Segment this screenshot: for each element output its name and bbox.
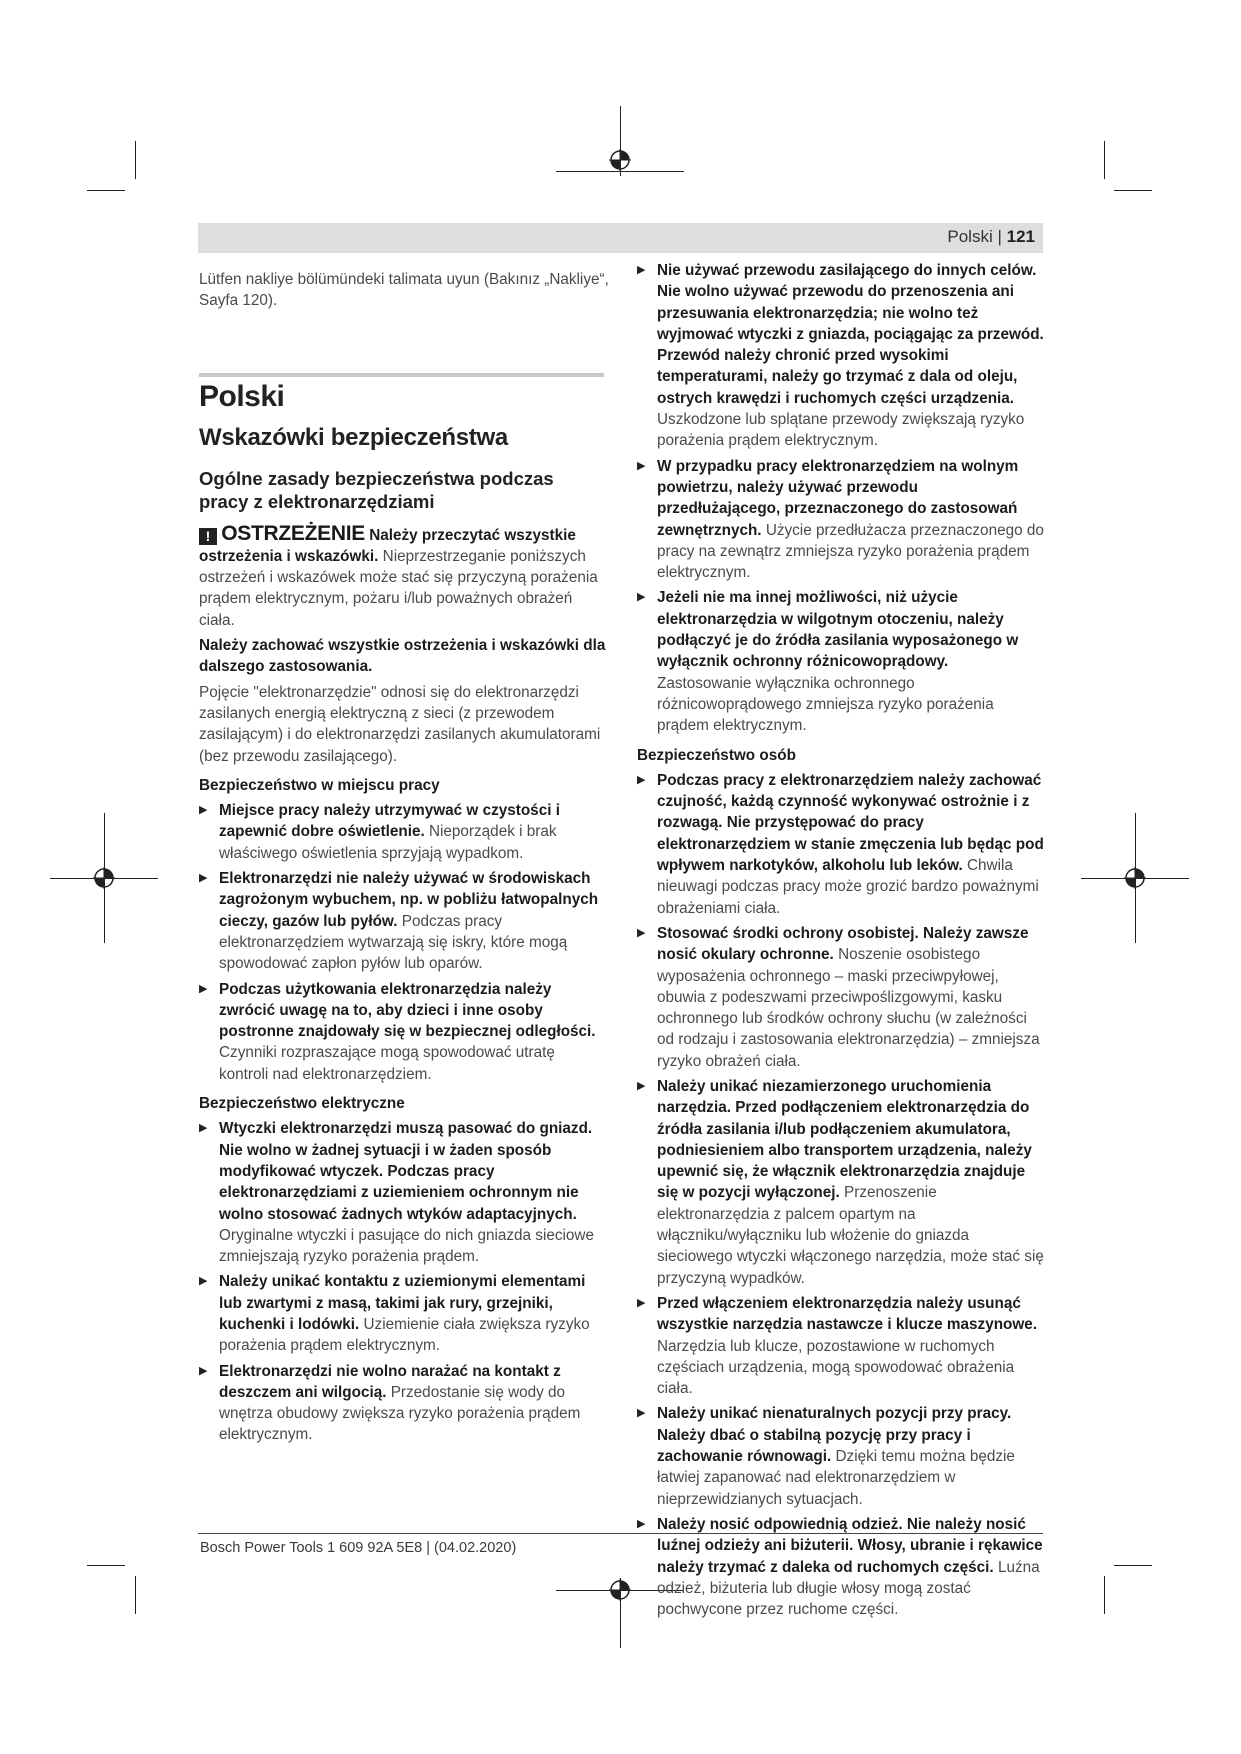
- item-text: Oryginalne wtyczki i pasujące do nich gniazda sieciowe zmniejszają ryzyko porażenia prądem.: [219, 1226, 594, 1266]
- personal-heading: Bezpieczeństwo osób: [637, 746, 796, 764]
- warning-block: [199, 523, 607, 631]
- list-item: [637, 456, 1045, 584]
- registration-target-icon: [93, 867, 115, 889]
- item-bold: Należy unikać niezamierzonego uruchomienia narzędzia. Przed podłączeniem elektronarzędzia do źródła zasilania i/lub podłączeniem akumulatora, podniesieniem albo transportem urządzenia, należy upewnić się, że włącznik elektronarzędzia znajduje się w pozycji wyłączonej.: [657, 1077, 1032, 1202]
- item-bold: Należy unikać nienaturalnych pozycji przy pracy. Należy dbać o stabilną pozycję przy pracy i zachowanie równowagi.: [657, 1405, 1012, 1466]
- list-item: [199, 868, 607, 974]
- list-item: [637, 1293, 1045, 1399]
- header-language: Polski: [947, 227, 993, 246]
- right-column: [637, 260, 1045, 1620]
- electrical-heading: Bezpieczeństwo elektryczne: [199, 1095, 405, 1113]
- item-bold: Wtyczki elektronarzędzi muszą pasować do gniazd. Nie wolno w żadnej sytuacji i w żaden sposób modyfikować wtyczek. Podczas pracy elektronarzędziami z uziemieniem ochronnym nie wolno stosować żadnych wtyków adaptacyjnych.: [219, 1120, 593, 1223]
- list-item: [637, 770, 1045, 919]
- subsection-title: Ogólne zasady bezpieczeństwa podczas pracy z elektronarzędziami: [199, 467, 554, 512]
- list-item: [199, 979, 607, 1085]
- left-column: [199, 269, 609, 312]
- item-text: Przenoszenie elektronarzędzia z palcem opartym na włączniku/wyłączniku lub włożenie do gniazda sieciowego wtyczki włączonego narzędzia, może stać się przyczyną wypadków.: [657, 1184, 1044, 1287]
- list-item: [637, 587, 1045, 736]
- item-bold: Stosować środki ochrony osobistej. Należy zawsze nosić okulary ochronne.: [657, 924, 1029, 964]
- item-text: Podczas pracy elektronarzędziem wytwarzają się iskry, które mogą spowodować zapłon pyłów lub oparów.: [219, 912, 568, 973]
- registration-target-icon: [609, 149, 631, 171]
- definition-text: Pojęcie "elektronarzędzie" odnosi się do elektronarzędzi zasilanych energią elektryczną z sieci (z przewodem zasilającym) i do elektronarzędzi zasilanych akumulatorami (bez przewodu zasilającego).: [199, 683, 601, 765]
- page-title: Polski: [199, 380, 285, 413]
- intro-text: Lütfen nakliye bölümündeki talimata uyun (Bakınız „Nakliye“, Sayfa 120).: [199, 271, 609, 310]
- section-title: Wskazówki bezpieczeństwa: [199, 424, 508, 452]
- warning-bold: Należy przeczytać wszystkie ostrzeżenia i wskazówki.: [199, 526, 576, 565]
- registration-target-icon: [1124, 867, 1146, 889]
- keep-note: Należy zachować wszystkie ostrzeżenia i wskazówki dla dalszego zastosowania.: [199, 637, 606, 676]
- item-bold: Podczas pracy z elektronarzędziem należy zachować czujność, każdą czynność wykonywać ostrożnie i z rozwagą. Nie przystępować do pracy elektronarzędziem w stanie zmęczenia lub będąc pod wpływem narkotyków, alkoholu lub leków.: [657, 771, 1044, 875]
- section-divider: [199, 373, 604, 377]
- item-text: Uziemienie ciała zwiększa ryzyko porażenia prądem elektrycznym.: [219, 1315, 590, 1355]
- workplace-heading: Bezpieczeństwo w miejscu pracy: [199, 776, 440, 794]
- item-text: Zastosowanie wyłącznika ochronnego różnicowoprądowego zmniejsza ryzyko porażenia prądem elektrycznym.: [657, 674, 994, 735]
- item-bold: W przypadku pracy elektronarzędziem na wolnym powietrzu, należy używać przewodu przedłużającego, przeznaczonego do zastosowań zewnętrznych.: [657, 457, 1019, 539]
- list-item: [637, 1403, 1045, 1509]
- item-text: Luźna odzież, biżuteria lub długie włosy mogą zostać pochwycone przez ruchome części.: [657, 1558, 1040, 1619]
- item-text: Noszenie osobistego wyposażenia ochronnego – maski przeciwpyłowej, obuwia z podeszwami przeciwpoślizgowymi, kasku ochronnego lub środków ochrony słuchu (w zależności od rodzaju i zastosowania elektronarzędzia) – zmniejsza ryzyko obrażeń ciała.: [657, 946, 1040, 1070]
- item-text: Czynniki rozpraszające mogą spowodować utratę kontroli nad elektronarzędziem.: [219, 1044, 555, 1083]
- warning-triangle-icon: !: [199, 528, 217, 545]
- footer-divider: [198, 1533, 1043, 1534]
- registration-target-icon: [609, 1579, 631, 1601]
- item-bold: Miejsce pracy należy utrzymywać w czystości i zapewnić dobre oświetlenie.: [219, 802, 560, 841]
- item-bold: Nie używać przewodu zasilającego do innych celów. Nie wolno używać przewodu do przenoszenia ani przesuwania elektronarzędzia; nie wolno też wyjmować wtyczki z gniazda, pociągając za przewód. Przewód należy chronić przed wysokimi temperaturami, należy go trzymać z dala od oleju, ostrych krawędzi i ruchomych części urządzenia.: [657, 262, 1044, 407]
- item-text: Przedostanie się wody do wnętrza obudowy zwiększa ryzyko porażenia prądem elektrycznym.: [219, 1383, 581, 1444]
- list-item: [199, 1361, 607, 1446]
- item-bold: Należy unikać kontaktu z uziemionymi elementami lub zwartymi z masą, takimi jak rury, grzejniki, kuchenki i lodówki.: [219, 1273, 586, 1333]
- list-item: [199, 1271, 607, 1356]
- item-text: Dzięki temu można będzie łatwiej zapanować nad elektronarzędziem w nieprzewidzianych sytuacjach.: [657, 1448, 1015, 1508]
- list-item: [637, 923, 1045, 1072]
- item-bold: Podczas użytkowania elektronarzędzia należy zwrócić uwagę na to, aby dzieci i inne osoby postronne znajdowały się w bezpiecznej odległości.: [219, 980, 596, 1041]
- list-item: [199, 1118, 607, 1267]
- page-header: [198, 223, 1043, 253]
- list-item: [199, 800, 607, 864]
- page-number: 121: [1006, 227, 1035, 246]
- list-item: [637, 260, 1045, 452]
- left-column-main: [199, 380, 607, 1446]
- warning-text: Nieprzestrzeganie poniższych ostrzeżeń i wskazówek może stać się przyczyną porażenia prądem elektrycznym, pożaru i/lub poważnych obrażeń ciała.: [199, 547, 598, 629]
- item-text: Chwila nieuwagi podczas pracy może grozić bardzo poważnymi obrażeniami ciała.: [657, 857, 1039, 917]
- item-text: Uszkodzone lub splątane przewody zwiększają ryzyko porażenia prądem elektrycznym.: [657, 411, 1025, 450]
- item-bold: Elektronarzędzi nie wolno narażać na kontakt z deszczem ani wilgocią.: [219, 1362, 561, 1401]
- item-bold: Elektronarzędzi nie należy używać w środowiskach zagrożonym wybuchem, np. w pobliżu łatwopalnych cieczy, gazów lub pyłów.: [219, 870, 599, 930]
- item-text: Użycie przedłużacza przeznaczonego do pracy na zewnątrz zmniejsza ryzyko porażenia prądem elektrycznym.: [657, 521, 1044, 582]
- page-header-text: Polski | 121: [947, 227, 1035, 246]
- warning-word: OSTRZEŻENIE: [221, 521, 365, 545]
- item-text: Narzędzia lub klucze, pozostawione w ruchomych częściach urządzenia, mogą spowodować obrażenia ciała.: [657, 1337, 1015, 1398]
- item-bold: Jeżeli nie ma innej możliwości, niż użycie elektronarzędzia w wilgotnym otoczeniu, należy podłączyć je do źródła zasilania wyposażonego w wyłącznik ochronny różnicowoprądowy.: [657, 589, 1019, 671]
- item-text: Nieporządek i brak właściwego oświetlenia sprzyjają wypadkom.: [219, 823, 557, 862]
- item-bold: Przed włączeniem elektronarzędzia należy usunąć wszystkie narzędzia nastawcze i klucze maszynowe.: [657, 1294, 1038, 1334]
- list-item: [637, 1514, 1045, 1620]
- page-footer: Bosch Power Tools 1 609 92A 5E8 | (04.02.2020): [200, 1540, 517, 1556]
- list-item: [637, 1076, 1045, 1289]
- item-bold: Należy nosić odpowiednią odzież. Nie należy nosić luźnej odzieży ani biżuterii. Włosy, ubranie i rękawice należy trzymać z daleka od ruchomych części.: [657, 1515, 1043, 1576]
